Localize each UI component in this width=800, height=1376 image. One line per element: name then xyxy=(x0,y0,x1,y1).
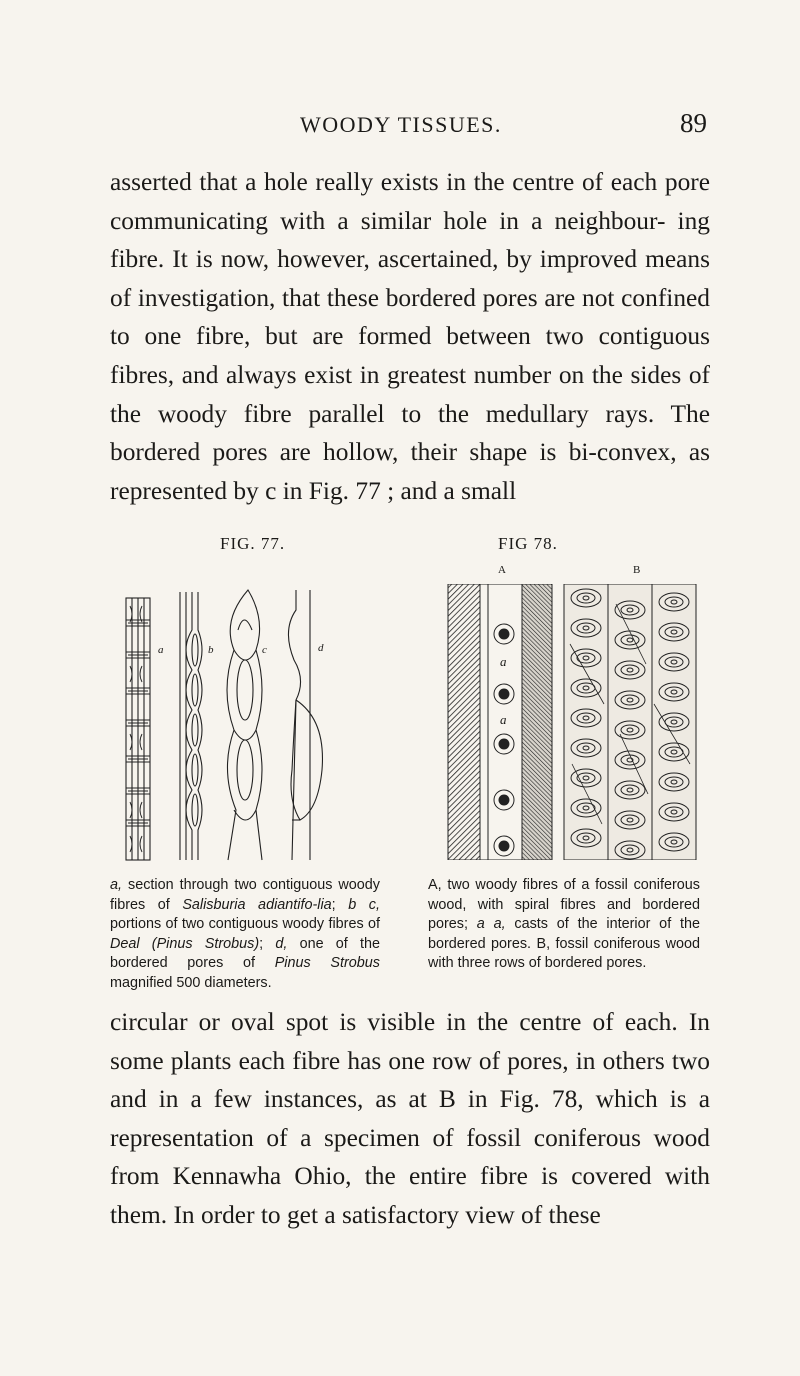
text-line: a representation of a specimen of fossil coniferous wood xyxy=(110,1085,710,1152)
body-paragraph-bottom xyxy=(110,1003,710,1235)
caption-text: section through two contiguous woody fibres of xyxy=(110,877,380,913)
caption-species: Deal (Pinus Strobus) xyxy=(110,935,260,952)
running-title: WOODY TISSUES. xyxy=(300,112,502,137)
fig-77-label-b: b xyxy=(208,644,214,656)
caption-text: one of the bordered pores of xyxy=(110,935,380,972)
fig-77-part-c xyxy=(227,590,262,860)
caption-letter: B, xyxy=(536,935,551,952)
fig-77-label-d: d xyxy=(318,642,324,654)
fig-78-label: FIG 78. xyxy=(498,534,558,553)
fig-78-illustration xyxy=(440,584,698,860)
fig-77-part-a xyxy=(126,598,150,860)
text-line: not confined to one fibre, but are formed between two xyxy=(110,283,710,351)
fig-78-cast-label: a xyxy=(500,712,507,727)
caption-species: Pinus Strobus xyxy=(274,955,380,972)
text-line: on the sides of the woody fibre parallel to the medullary xyxy=(110,360,710,428)
caption-letter: d, xyxy=(275,935,288,952)
fig-77-part-b xyxy=(180,592,202,860)
text-line: bi-convex, as represented by c in Fig. 77 ; and a small xyxy=(110,438,710,505)
page-number: 89 xyxy=(680,108,707,138)
fig-78-label-B: B xyxy=(633,564,641,576)
text-line: pore communicating with a similar hole in a neighbour- xyxy=(110,168,710,235)
caption-letter: a, xyxy=(110,877,123,893)
caption-separator: ; xyxy=(331,896,349,913)
caption-text: fossil coniferous wood with three rows of bordered pores. xyxy=(428,935,700,972)
caption-letter: a a, xyxy=(476,916,506,933)
caption-text: portions of two contiguous woody fibres of xyxy=(110,916,380,933)
text-line: means of investigation, that these bordered pores are xyxy=(110,245,710,312)
text-line: some plants each fibre has one row of pores, in others xyxy=(110,1046,672,1075)
text-line: rays. The bordered pores are hollow, their shape is xyxy=(110,399,710,467)
fig-78-caption xyxy=(428,876,700,974)
fig-77-caption xyxy=(110,876,380,994)
fig-77-part-d xyxy=(288,590,322,860)
text-line: ing fibre. It is now, however, ascertained, by improved xyxy=(110,206,710,274)
page-header xyxy=(0,100,800,140)
text-line: contiguous fibres, and always exist in greatest number xyxy=(110,322,710,389)
body-paragraph-top xyxy=(110,163,710,510)
text-line: two and in a few instances, as at B in Fig. 78, which is xyxy=(110,1046,710,1114)
caption-text: two woody fibres of a fossil coniferous wood, with spiral fibres and bordered pores; xyxy=(428,877,700,933)
fig-77-illustration xyxy=(116,570,346,866)
fig-77-label-a: a xyxy=(158,644,164,656)
fig-78-cast-label: a xyxy=(500,654,507,669)
caption-text: magnified 500 diameters. xyxy=(110,974,272,991)
fig-77-label-c: c xyxy=(262,644,267,656)
text-line: from Kennawha Ohio, the entire fibre is covered with xyxy=(110,1162,710,1191)
fig-78-label-A: A xyxy=(498,564,506,576)
text-line: them. In order to get a satisfactory view of these xyxy=(110,1200,601,1229)
caption-letter: b c, xyxy=(348,896,380,913)
caption-separator: ; xyxy=(259,935,276,952)
caption-letter: A, xyxy=(428,877,442,893)
caption-species: Salisburia adiantifo-lia xyxy=(182,896,332,913)
text-line: asserted that a hole really exists in the centre of each xyxy=(110,168,665,196)
caption-text: casts of the interior of the bordered pores. xyxy=(428,916,700,952)
fig-78-part-B xyxy=(564,584,696,860)
text-line: circular or oval spot is visible in the centre of each. In xyxy=(110,1008,710,1036)
fig-77-label: FIG. 77. xyxy=(220,534,286,553)
